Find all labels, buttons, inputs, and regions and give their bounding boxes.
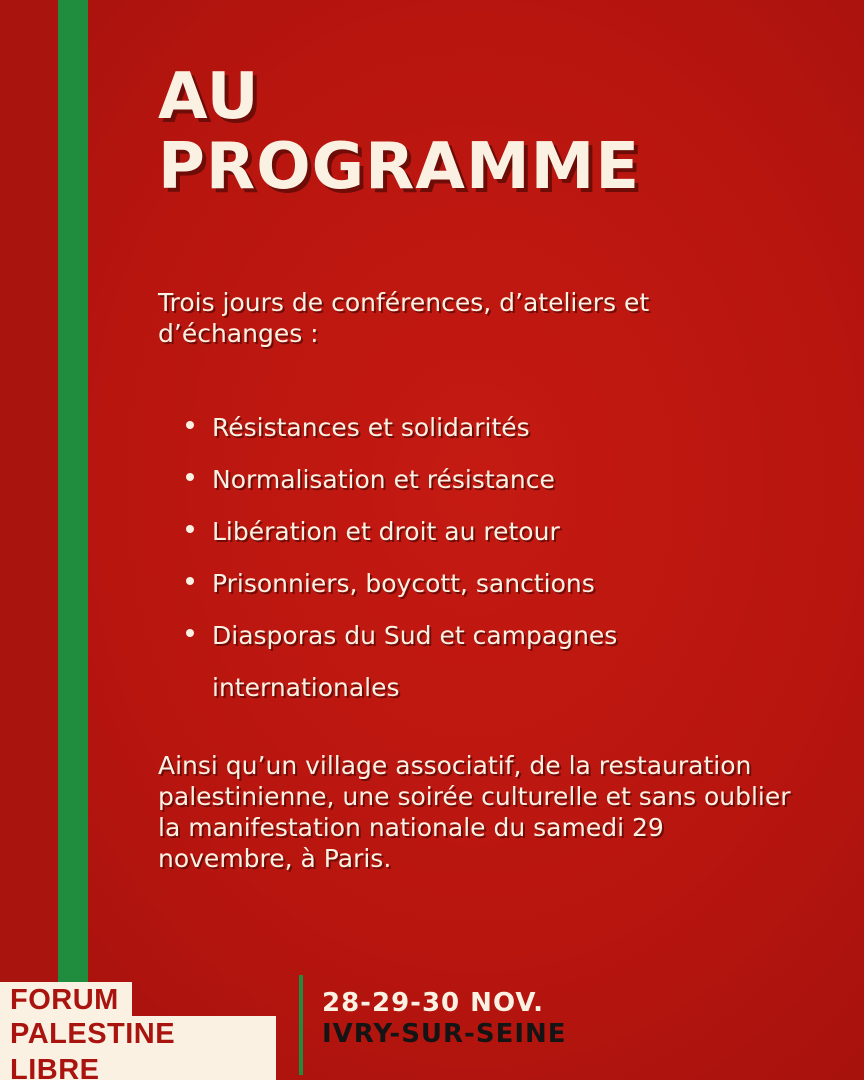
bullet-icon [186,473,194,481]
topics-list [212,402,772,714]
list-item [212,506,772,558]
title-line-1: AU [158,60,260,134]
forum-logo [0,982,276,1080]
topic-label: Normalisation et résistance [212,465,555,494]
outro-text: Ainsi qu’un village associatif, de la restauration palestinienne, une soirée culturelle et sans oublier la manifestation nationale du samedi 29 novembre, à Paris. [158,751,791,873]
list-item [212,402,772,454]
topic-label: Libération et droit au retour [212,517,560,546]
list-item [212,610,772,714]
topic-label: Diasporas du Sud et campagnes [212,621,618,650]
bullet-icon [186,525,194,533]
page-title [158,62,640,202]
event-place: IVRY-SUR-SEINE [322,1019,567,1049]
list-item [212,454,772,506]
bullet-icon [186,421,194,429]
bullet-icon [186,629,194,637]
topic-label-continued: internationales [212,673,400,702]
logo-line-2: PALESTINE LIBRE [0,1016,276,1080]
event-info [322,988,567,1050]
topic-label: Résistances et solidarités [212,413,530,442]
flag-stripe-red [0,0,58,1080]
event-dates: 28-29-30 NOV. [322,988,544,1018]
flag-stripe-green [58,0,88,1080]
title-line-2: PROGRAMME [158,130,641,204]
logo-line-1: FORUM [0,982,132,1018]
intro-text: Trois jours de conférences, d’ateliers et d’échanges : [158,288,650,348]
bullet-icon [186,577,194,585]
topic-label: Prisonniers, boycott, sanctions [212,569,595,598]
list-item [212,558,772,610]
footer-divider [299,975,303,1075]
